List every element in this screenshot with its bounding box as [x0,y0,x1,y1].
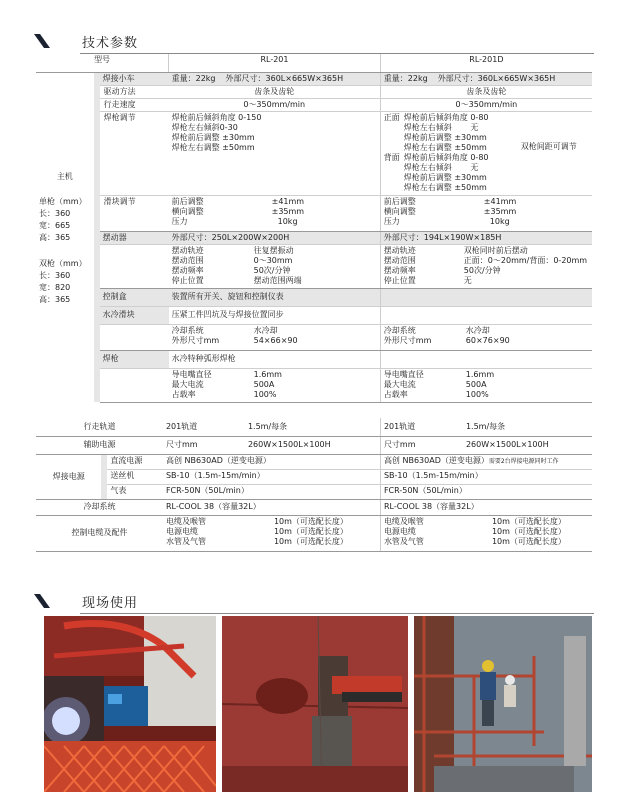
torch-adjust-b: 正面 焊枪前后倾斜角度 0-80 焊枪左右倾斜 无 焊枪前后调整 ±30mm 焊枪左右调整 ±50mm 背面 焊枪前后倾斜角度 0-80 焊枪左右倾斜 无 焊枪前后调整 ±30mm 焊枪左右调整 ±50mm 双枪间距可调节 [380,111,592,195]
slide-b: 前后调整 ±41mm 横向调整 ±35mm 压力 10kg [380,195,592,231]
cooling-label: 冷却系统 [36,499,163,515]
drive-a: 齿条及齿轮 [169,85,381,98]
aux-power-a: 尺寸mm 260W×1500L×100H [163,436,380,454]
spec-table [36,54,592,403]
water-block-a-specs: 冷却系统 水冷却 外形尺寸mm 54×66×90 [169,324,381,350]
torch-a-specs: 导电嘴直径 1.6mm 最大电流 500A 占载率 100% [169,368,381,402]
oscillator-a-dims: 外部尺寸：250L×200W×200H [169,231,381,244]
slash-icon [34,34,50,48]
feeder-a: SB-10（1.5m-15m/min） [163,469,380,484]
dc-b: 高创 NB630AD（逆变电源）需要2台焊接电源同时工作 [380,454,592,469]
table-row [36,231,592,244]
track-b: 201轨道 1.5m/每条 [380,418,592,436]
table-row [36,288,592,306]
table-row [36,469,592,484]
control-box-a: 装置所有开关、旋钮和控制仪表 [169,288,381,306]
single-dims: 单枪（mm） 长：360 宽：665 高：365 [39,197,87,243]
water-block-a: 压紧工件凹坑及与焊接位置同步 [169,306,381,324]
table-row [36,499,592,515]
section-title: 技术参数 [82,36,139,51]
carriage-label: 焊接小车 [100,72,169,85]
main-unit-cell [36,72,94,402]
table-row [36,72,592,85]
torch-adjust-a: 焊枪前后倾斜角度 0-150 焊枪左右倾斜0-30 焊枪前后调整 ±30mm 焊枪左右调整 ±50mm [169,111,381,195]
field-photo-tank-wall [222,616,408,792]
torch-b-specs: 导电嘴直径 1.6mm 最大电流 500A 占载率 100% [380,368,592,402]
carriage-a: 重量：22kg 外部尺寸：360L×665W×365H [169,72,381,85]
carriage-b: 重量：22kg 外部尺寸：360L×665W×365H [380,72,592,85]
cooling-a: RL-COOL 38（容量32L） [163,499,380,515]
welding-power-label: 焊接电源 [36,454,101,499]
table-row [36,306,592,324]
gas-b: FCR-50N（50L/min） [380,484,592,499]
cables-b: 电缆及喉管 10m（可选配长度） 电源电缆 10m（可选配长度） 水管及气管 10m（可选配长度） [380,515,592,551]
table-row [36,244,592,288]
table-row [36,98,592,111]
model-label: 型号 [36,54,169,72]
table-row [36,436,592,454]
model-b: RL-201D [380,54,592,72]
aux-power-b: 尺寸mm 260W×1500L×100H [380,436,592,454]
table-row [36,484,592,499]
water-block-b-specs: 冷却系统 水冷却 外形尺寸mm 60×76×90 [380,324,592,350]
torch-label: 焊枪 [100,350,169,368]
gas-a: FCR-50N（50L/min） [163,484,380,499]
table-row [36,111,592,195]
torch-adjust-label: 焊枪调节 [100,111,169,195]
oscillator-b-dims: 外部尺寸：194L×190W×185H [380,231,592,244]
oscillator-label: 摆动器 [100,231,169,244]
model-a: RL-201 [169,54,381,72]
slide-a: 前后调整 ±41mm 横向调整 ±35mm 压力 10kg [169,195,381,231]
section-header-field-use [34,590,594,614]
dc-a: 高创 NB630AD（逆变电源） [163,454,380,469]
table-row [36,454,592,469]
table-header-row [36,54,592,72]
feeder-b: SB-10（1.5m-15m/min） [380,469,592,484]
feeder-label: 送丝机 [107,469,163,484]
spec-table-lower [36,418,592,552]
spacing-note: 双枪间距可调节 [520,141,577,151]
table-row [36,85,592,98]
cooling-b: RL-COOL 38（容量32L） [380,499,592,515]
field-photo-welding-setup [44,616,216,792]
oscillator-a: 摆动轨迹 往复摆振动 摆动范围 0～30mm 摆动频率 50次/分钟 停止位置 摆动范围两端 [169,244,381,288]
table-row [36,368,592,402]
table-row [36,195,592,231]
table-row [36,324,592,350]
aux-power-label: 辅助电源 [36,436,163,454]
field-photo-scaffold-workers [414,616,592,792]
slash-icon [34,594,50,608]
speed-label: 行走速度 [100,98,169,111]
track-a: 201轨道 1.5m/每条 [163,418,380,436]
section-title: 现场使用 [82,596,139,611]
track-label: 行走轨道 [36,418,163,436]
oscillator-b: 摆动轨迹 双枪同时前后摆动 摆动范围 正面：0～20mm/背面：0-20mm 摆动频率 50次/分钟 停止位置 无 [380,244,592,288]
drive-b: 齿条及齿轮 [380,85,592,98]
water-block-label: 水冷滑块 [100,306,169,324]
main-label: 主机 [56,172,73,182]
cables-a: 电缆及喉管 10m（可选配长度） 电源电缆 10m（可选配长度） 水管及气管 10m（可选配长度） [163,515,380,551]
table-row [36,418,592,436]
double-dims: 双枪（mm） 长：360 宽：820 高：365 [39,259,87,305]
dc-label: 直流电源 [107,454,163,469]
slide-label: 滑块调节 [100,195,169,231]
speed-b: 0～350mm/min [380,98,592,111]
drive-label: 驱动方法 [100,85,169,98]
table-row [36,350,592,368]
control-box-label: 控制盒 [100,288,169,306]
speed-a: 0～350mm/min [169,98,381,111]
section-header-specs [34,30,594,54]
gas-label: 气表 [107,484,163,499]
cables-label: 控制电缆及配件 [36,515,163,551]
section-divider [80,613,594,614]
torch-a: 水冷特种弧形焊枪 [169,350,381,368]
table-row [36,515,592,551]
